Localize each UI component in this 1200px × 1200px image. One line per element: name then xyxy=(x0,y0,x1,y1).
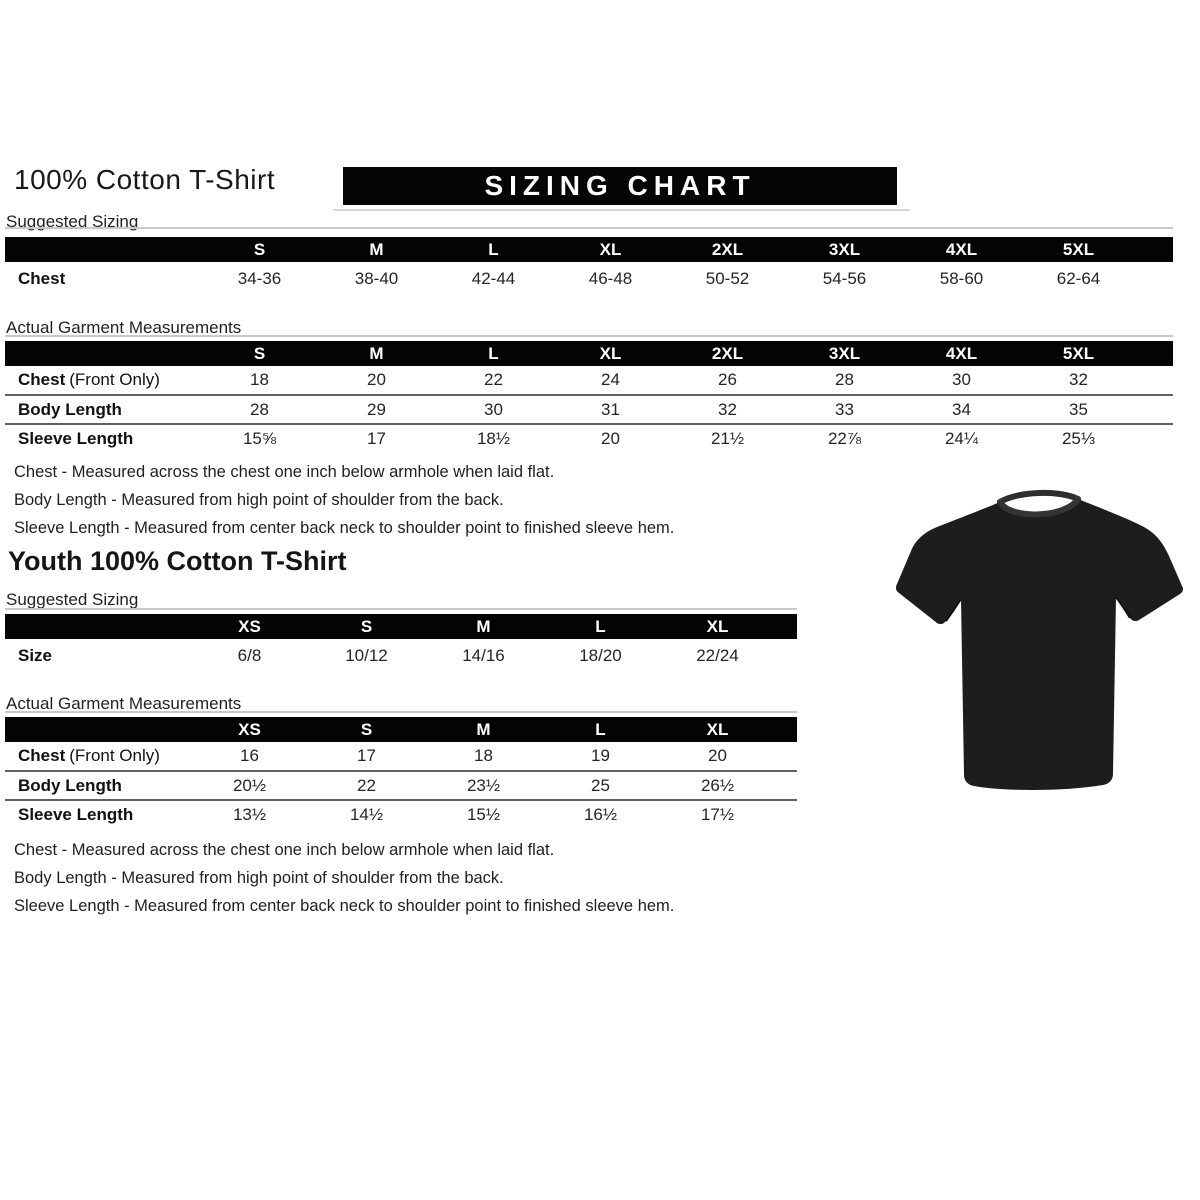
size-col-header: M xyxy=(425,717,542,742)
youth-suggested-table xyxy=(5,608,797,672)
header-corner xyxy=(5,717,191,742)
youth-title: Youth 100% Cotton T-Shirt xyxy=(8,546,347,576)
cell: 22/24 xyxy=(696,645,739,665)
youth-measurement-notes xyxy=(14,836,674,920)
cell: 17 xyxy=(308,742,425,771)
cell: 20½ xyxy=(191,771,308,800)
cell: 24 xyxy=(552,366,669,395)
row-label: Body Length xyxy=(5,395,201,424)
size-col-header: L xyxy=(542,717,659,742)
cell: 58-60 xyxy=(939,269,984,288)
cell: 20 xyxy=(318,366,435,395)
cell-spacer xyxy=(1137,262,1173,296)
table-row-sleeve-length xyxy=(5,800,797,829)
cell: 23½ xyxy=(425,771,542,800)
cell: 17 xyxy=(367,429,386,448)
note-sleeve-length: Sleeve Length - Measured from center back neck to shoulder point to finished sleeve hem. xyxy=(14,519,675,537)
cell: 34-36 xyxy=(237,269,282,288)
size-col-header: 3XL xyxy=(786,341,903,366)
size-col-header: S xyxy=(201,237,318,262)
size-col-header: XS xyxy=(191,614,308,639)
cell: 62-64 xyxy=(1056,269,1101,288)
size-col-header: L xyxy=(542,614,659,639)
cell: 46-48 xyxy=(588,269,633,288)
cell: 38-40 xyxy=(354,269,399,288)
table-row-sleeve-length xyxy=(5,424,1173,453)
table-row-chest-front-only xyxy=(5,366,1173,395)
youth-agm-heading: Actual Garment Measurements xyxy=(6,694,242,713)
header-corner xyxy=(5,614,191,639)
table-row-body-length xyxy=(5,771,797,800)
row-label: Chest (Front Only) xyxy=(5,742,191,771)
header-spacer xyxy=(776,717,797,742)
note-sleeve-length: Sleeve Length - Measured from center back neck to shoulder point to finished sleeve hem. xyxy=(14,897,675,915)
cell: 16½ xyxy=(583,805,618,824)
cell: 16 xyxy=(191,742,308,771)
cell: 34 xyxy=(903,395,1020,424)
note-body-length: Body Length - Measured from high point of shoulder from the back. xyxy=(14,869,504,887)
cell: 24¼ xyxy=(944,429,979,448)
cell-spacer xyxy=(1137,424,1173,453)
cell: 18½ xyxy=(476,429,511,448)
cell: 18 xyxy=(201,366,318,395)
size-col-header: S xyxy=(201,341,318,366)
sizing-chart-banner: SIZING CHART xyxy=(343,167,897,205)
size-col-header: XL xyxy=(552,237,669,262)
cell: 22⅞ xyxy=(827,429,862,448)
size-col-header: L xyxy=(435,341,552,366)
cell: 20 xyxy=(601,429,620,448)
tshirt-back-collar xyxy=(1000,493,1078,502)
cell: 19 xyxy=(542,742,659,771)
size-col-header: M xyxy=(318,341,435,366)
size-header-row xyxy=(5,614,797,639)
size-col-header: XL xyxy=(552,341,669,366)
note-body-length: Body Length - Measured from high point of shoulder from the back. xyxy=(14,491,504,509)
size-col-header: L xyxy=(435,237,552,262)
size-col-header: 5XL xyxy=(1020,341,1137,366)
size-col-header: 2XL xyxy=(669,237,786,262)
header-spacer xyxy=(776,614,797,639)
cell: 32 xyxy=(669,395,786,424)
cell: 25⅓ xyxy=(1061,429,1096,448)
row-label: Size xyxy=(18,645,53,665)
cell: 22 xyxy=(308,771,425,800)
row-label: Chest xyxy=(18,269,66,288)
size-header-row xyxy=(5,341,1173,366)
cell: 42-44 xyxy=(471,269,516,288)
cell: 26 xyxy=(669,366,786,395)
cell: 15⅝ xyxy=(242,429,277,448)
row-label: Chest (Front Only) xyxy=(5,366,201,395)
cell: 14/16 xyxy=(462,645,505,665)
adult-suggested-table xyxy=(5,227,1173,296)
table-row-chest-front-only xyxy=(5,742,797,771)
size-col-header: S xyxy=(308,614,425,639)
row-label: Sleeve Length xyxy=(18,429,134,448)
cell: 28 xyxy=(786,366,903,395)
size-col-header: XS xyxy=(191,717,308,742)
cell: 54-56 xyxy=(822,269,867,288)
cell: 35 xyxy=(1020,395,1137,424)
table-row-size xyxy=(5,639,797,672)
size-col-header: XL xyxy=(659,717,776,742)
cell: 25 xyxy=(542,771,659,800)
adult-measurement-notes xyxy=(14,458,674,542)
cell-spacer xyxy=(776,771,797,800)
tshirt-body xyxy=(896,499,1183,790)
cell: 22 xyxy=(435,366,552,395)
cell: 28 xyxy=(201,395,318,424)
cell: 6/8 xyxy=(237,645,262,665)
cell: 29 xyxy=(318,395,435,424)
cell: 33 xyxy=(786,395,903,424)
cell: 13½ xyxy=(232,805,267,824)
youth-suggested-heading: Suggested Sizing xyxy=(6,590,139,609)
cell: 26½ xyxy=(659,771,776,800)
size-col-header: 4XL xyxy=(903,341,1020,366)
header-corner xyxy=(5,341,201,366)
note-chest: Chest - Measured across the chest one inch below armhole when laid flat. xyxy=(14,463,555,481)
adult-agm-table xyxy=(5,335,1173,453)
cell: 30 xyxy=(435,395,552,424)
cell-spacer xyxy=(776,742,797,771)
size-col-header: 5XL xyxy=(1020,237,1137,262)
banner-shadow-line xyxy=(333,209,910,211)
black-tshirt-image xyxy=(888,476,1188,806)
row-label: Sleeve Length xyxy=(18,805,134,824)
cell: 10/12 xyxy=(345,645,388,665)
header-corner xyxy=(5,237,201,262)
cell: 31 xyxy=(552,395,669,424)
cell: 30 xyxy=(903,366,1020,395)
cell: 50-52 xyxy=(705,269,750,288)
row-label: Body Length xyxy=(5,771,191,800)
size-col-header: 2XL xyxy=(669,341,786,366)
cell: 15½ xyxy=(466,805,501,824)
cell: 32 xyxy=(1020,366,1137,395)
cell: 18 xyxy=(425,742,542,771)
size-header-row xyxy=(5,717,797,742)
cell: 14½ xyxy=(349,805,384,824)
size-col-header: S xyxy=(308,717,425,742)
header-spacer xyxy=(1137,341,1173,366)
youth-agm-table xyxy=(5,711,797,829)
header-spacer xyxy=(1137,237,1173,262)
table-row-body-length xyxy=(5,395,1173,424)
adult-suggested-heading: Suggested Sizing xyxy=(6,212,139,231)
size-col-header: 3XL xyxy=(786,237,903,262)
size-col-header: M xyxy=(425,614,542,639)
cell: 21½ xyxy=(710,429,745,448)
cell: 17½ xyxy=(700,805,735,824)
cell: 18/20 xyxy=(579,645,622,665)
cell-spacer xyxy=(1137,395,1173,424)
cell-spacer xyxy=(1137,366,1173,395)
cell: 20 xyxy=(659,742,776,771)
cell-spacer xyxy=(776,639,797,672)
cell-spacer xyxy=(776,800,797,829)
table-row-chest xyxy=(5,262,1173,296)
size-col-header: 4XL xyxy=(903,237,1020,262)
adult-agm-heading: Actual Garment Measurements xyxy=(6,318,242,337)
page-title: 100% Cotton T-Shirt xyxy=(14,164,276,195)
note-chest: Chest - Measured across the chest one inch below armhole when laid flat. xyxy=(14,841,555,859)
size-col-header: XL xyxy=(659,614,776,639)
size-col-header: M xyxy=(318,237,435,262)
size-header-row xyxy=(5,237,1173,262)
